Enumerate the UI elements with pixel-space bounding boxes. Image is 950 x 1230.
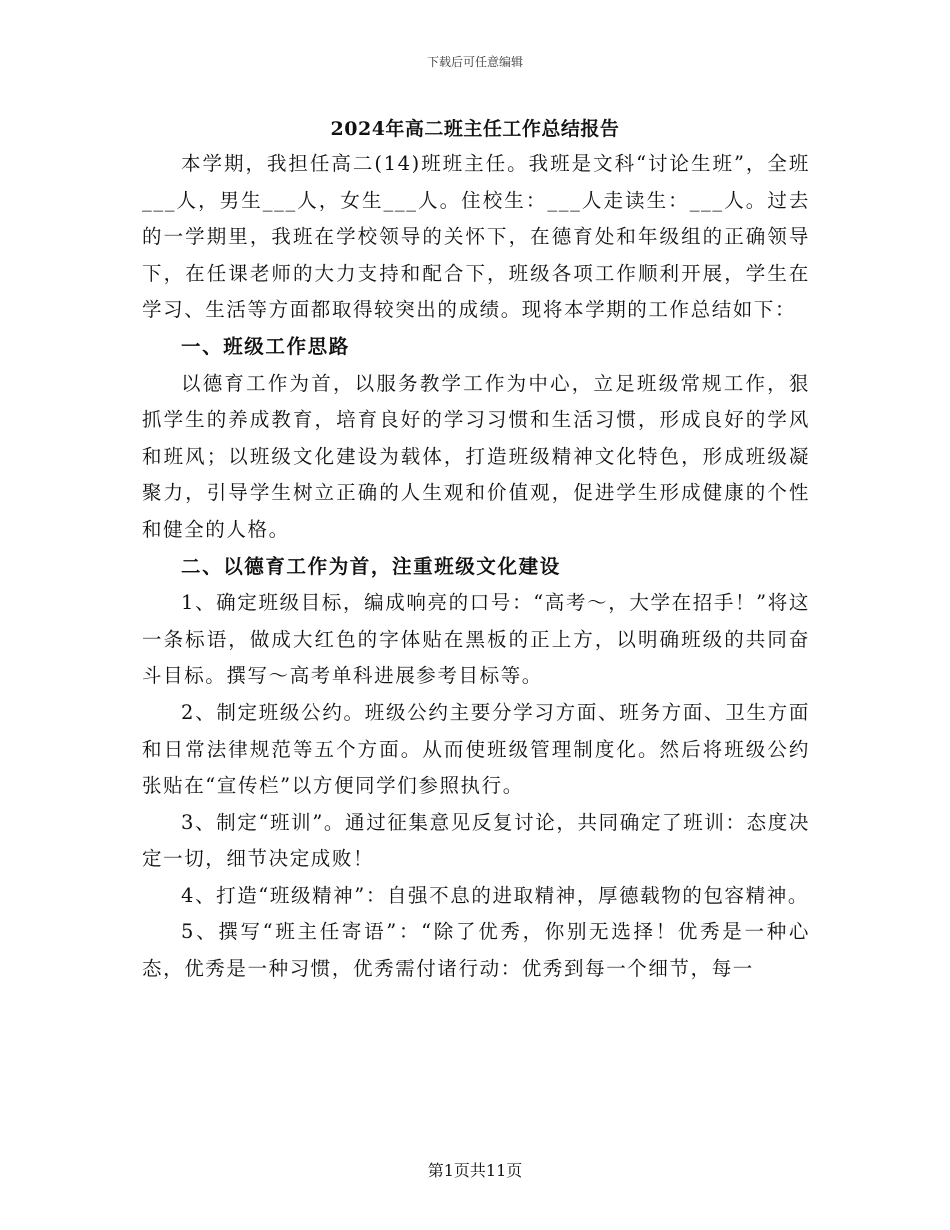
download-note: 下载后可任意编辑 <box>426 55 523 69</box>
list-item: 4、打造“班级精神”：自强不息的进取精神，厚德载物的包容精神。 <box>181 883 809 907</box>
document-body <box>142 146 810 988</box>
page-number: 第1页共11页 <box>427 1161 523 1180</box>
document-title: 2024年高二班主任工作总结报告 <box>330 118 620 140</box>
list-item: 5、撰写“班主任寄语”：“除了优秀，你别无选择！优秀是一种心态，优秀是一种习惯，优秀需付诸行动：优秀到每一个细节，每一 <box>142 920 810 981</box>
list-item: 3、制定“班训”。通过征集意见反复讨论，共同确定了班训：态度决定一切，细节决定成败！ <box>142 810 810 871</box>
list-item: 1、确定班级目标，编成响亮的口号：“高考～，大学在招手！”将这一条标语，做成大红色的字体贴在黑板的正上方，以明确班级的共同奋斗目标。撰写～高考单科进展参考目标等。 <box>142 591 810 688</box>
section-heading-2: 二、以德育工作为首，注重班级文化建设 <box>181 554 561 578</box>
intro-paragraph: 本学期，我担任高二(14)班班主任。我班是文科“讨论生班”，全班___人，男生___人，女生___人。住校生：___人走读生：___人。过去的一学期里，我班在学校领导的关怀下，在德育处和年级组的正确领导下，在任课老师的大力支持和配合下，班级各项工作顺利开展，学生在学习、生活等方面都取得较突出的成绩。现将本学期的工作总结如下： <box>142 152 810 322</box>
section-heading-1: 一、班级工作思路 <box>181 334 350 358</box>
list-item: 2、制定班级公约。班级公约主要分学习方面、班务方面、卫生方面和日常法律规范等五个方面。从而使班级管理制度化。然后将班级公约张贴在“宣传栏”以方便同学们参照执行。 <box>142 700 810 798</box>
section-1-paragraph: 以德育工作为首，以服务教学工作为中心，立足班级常规工作，狠抓学生的养成教育，培育良好的学习习惯和生活习惯，形成良好的学风和班风；以班级文化建设为载体，打造班级精神文化特色，形成班级凝聚力，引导学生树立正确的人生观和价值观，促进学生形成健康的个性和健全的人格。 <box>142 371 810 541</box>
